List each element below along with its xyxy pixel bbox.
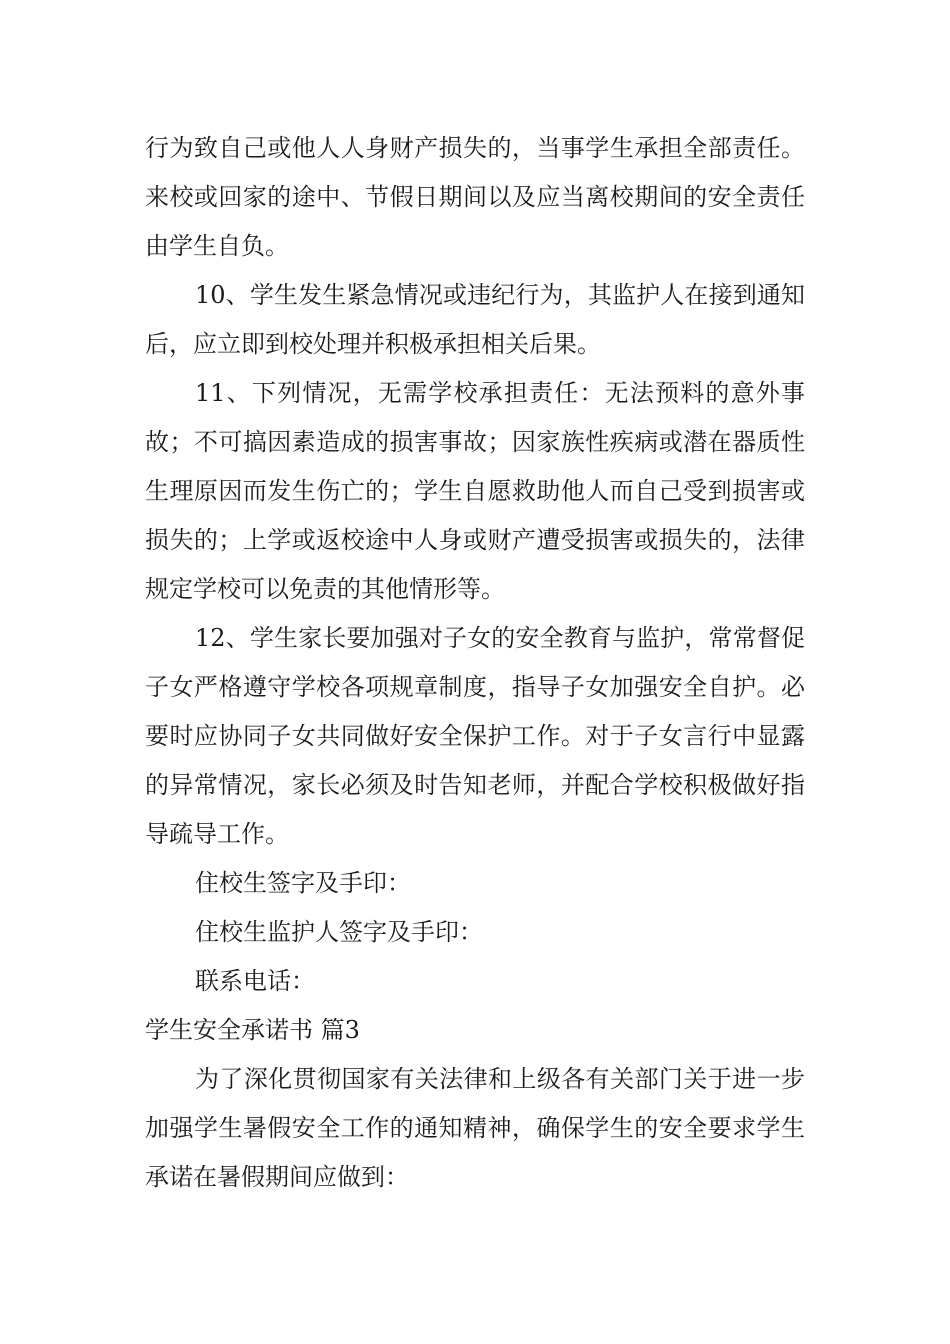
signature-guardian-line: 住校生监护人签字及手印：	[195, 918, 483, 946]
paragraph-item-10: 10、学生发生紧急情况或违纪行为，其监护人在接到通知后，应立即到校处理并积极承担相关后果。	[145, 281, 805, 358]
document-body	[145, 124, 805, 1202]
paragraph-item-12: 12、学生家长要加强对子女的安全教育与监护，常常督促子女严格遵守学校各项规章制度，指导子女加强安全自护。必要时应协同子女共同做好安全保护工作。对于子女言行中显露的异常情况，家长必须及时告知老师，并配合学校积极做好指导疏导工作。	[145, 624, 805, 848]
paragraph-intro: 为了深化贯彻国家有关法律和上级各有关部门关于进一步加强学生暑假安全工作的通知精神，确保学生的安全要求学生承诺在暑假期间应做到：	[145, 1065, 805, 1191]
section-heading: 学生安全承诺书 篇3	[145, 1016, 360, 1044]
contact-phone-line: 联系电话：	[195, 967, 315, 995]
paragraph-continuation: 行为致自己或他人人身财产损失的，当事学生承担全部责任。来校或回家的途中、节假日期间以及应当离校期间的安全责任由学生自负。	[145, 134, 805, 260]
signature-student-line: 住校生签字及手印：	[195, 869, 411, 897]
paragraph-item-11: 11、下列情况，无需学校承担责任：无法预料的意外事故；不可搞因素造成的损害事故；因家族性疾病或潜在器质性生理原因而发生伤亡的；学生自愿救助他人而自己受到损害或损失的；上学或返校途中人身或财产遭受损害或损失的，法律规定学校可以免责的其他情形等。	[145, 379, 805, 603]
